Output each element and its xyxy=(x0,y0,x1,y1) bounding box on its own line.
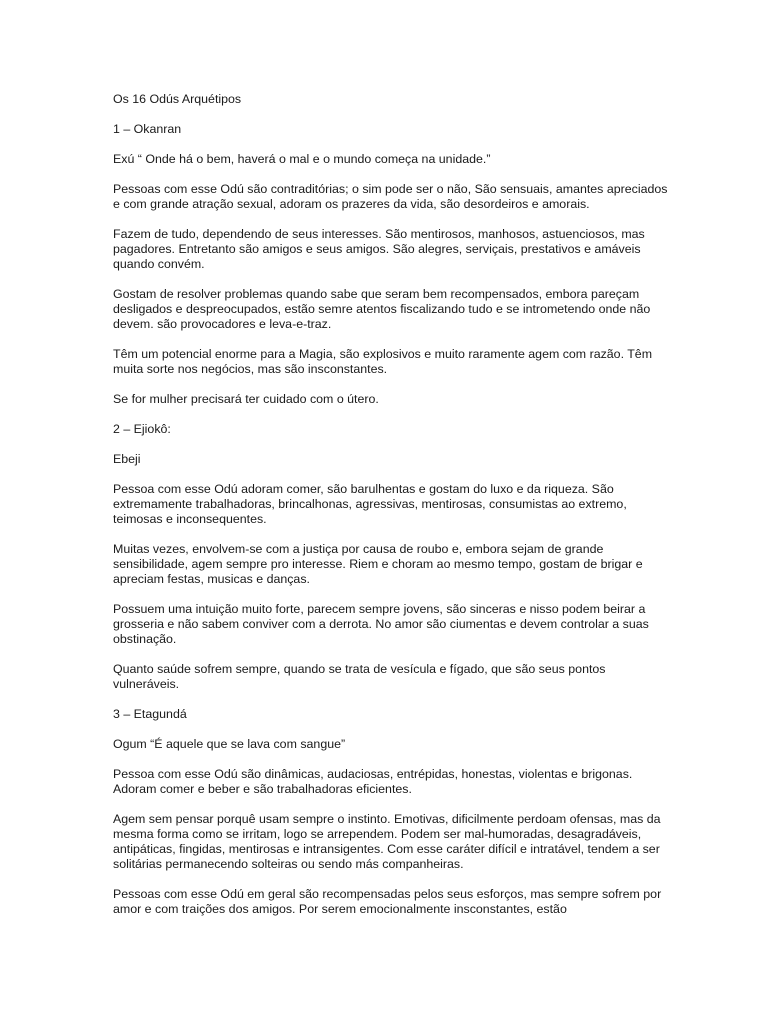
okanran-paragraph-2: Fazem de tudo, dependendo de seus interesses. São mentirosos, manhosos, astuenciosos, mas pagadores. Entretanto são amigos e seus amigos. São alegres, serviçais, prestativos e amáveis quando convém. xyxy=(113,227,645,271)
document-title: Os 16 Odús Arquétipos xyxy=(113,92,242,106)
section-heading-okanran: 1 – Okanran xyxy=(113,122,182,136)
ejioko-orixa: Ebeji xyxy=(113,452,141,466)
etagunda-paragraph-1: Pessoa com esse Odú são dinâmicas, audaciosas, entrépidas, honestas, violentas e brigonas. Adoram comer e beber e são trabalhadoras eficientes. xyxy=(113,767,633,796)
etagunda-orixa-quote: Ogum “É aquele que se lava com sangue” xyxy=(113,737,346,751)
ejioko-paragraph-4: Quanto saúde sofrem sempre, quando se trata de vesícula e fígado, que são seus pontos vulneráveis. xyxy=(113,662,606,691)
etagunda-paragraph-2: Agem sem pensar porquê usam sempre o instinto. Emotivas, dificilmente perdoam ofensas, mas da mesma forma como se irritam, logo se arrependem. Podem ser mal-humoradas, desagradáveis, antipáticas, fingidas, mentirosas e intransigentes. Com esse caráter difícil e intratável, tendem a ser solitárias permanecendo solteiras ou sendo más companheiras. xyxy=(113,812,661,871)
ejioko-paragraph-1: Pessoa com esse Odú adoram comer, são barulhentas e gostam do luxo e da riqueza. São extremamente trabalhadoras, brincalhonas, agressivas, mentirosas, consumistas ao extremo, teimosas e inconsequentes. xyxy=(113,482,627,526)
ejioko-paragraph-2: Muitas vezes, envolvem-se com a justiça por causa de roubo e, embora sejam de grande sensibilidade, agem sempre pro interesse. Riem e choram ao mesmo tempo, gostam de brigar e apreciam festas, musicas e danças. xyxy=(113,542,643,586)
section-heading-etagunda: 3 – Etagundá xyxy=(113,707,187,721)
okanran-orixa-quote: Exú “ Onde há o bem, haverá o mal e o mundo começa na unidade.” xyxy=(113,152,491,166)
document-page xyxy=(113,92,673,932)
okanran-paragraph-1: Pessoas com esse Odú são contraditórias; o sim pode ser o não, São sensuais, amantes apreciados e com grande atração sexual, adoram os prazeres da vida, são desordeiros e amorais. xyxy=(113,182,668,211)
section-heading-ejioko: 2 – Ejiokô: xyxy=(113,422,171,436)
okanran-paragraph-3: Gostam de resolver problemas quando sabe que seram bem recompensados, embora pareçam desligados e despreocupados, estão semre atentos fiscalizando tudo e se intrometendo onde não devem. são provocadores e leva-e-traz. xyxy=(113,287,651,331)
okanran-paragraph-4: Têm um potencial enorme para a Magia, são explosivos e muito raramente agem com razão. Têm muita sorte nos negócios, mas são insconstantes. xyxy=(113,347,653,376)
etagunda-paragraph-3: Pessoas com esse Odú em geral são recompensadas pelos seus esforços, mas sempre sofrem por amor e com traições dos amigos. Por serem emocionalmente insconstantes, estão xyxy=(113,887,662,916)
okanran-paragraph-5: Se for mulher precisará ter cuidado com o útero. xyxy=(113,392,379,406)
ejioko-paragraph-3: Possuem uma intuição muito forte, parecem sempre jovens, são sinceras e nisso podem beirar a grosseria e não sabem conviver com a derrota. No amor são ciumentas e devem controlar a suas obstinação. xyxy=(113,602,649,646)
